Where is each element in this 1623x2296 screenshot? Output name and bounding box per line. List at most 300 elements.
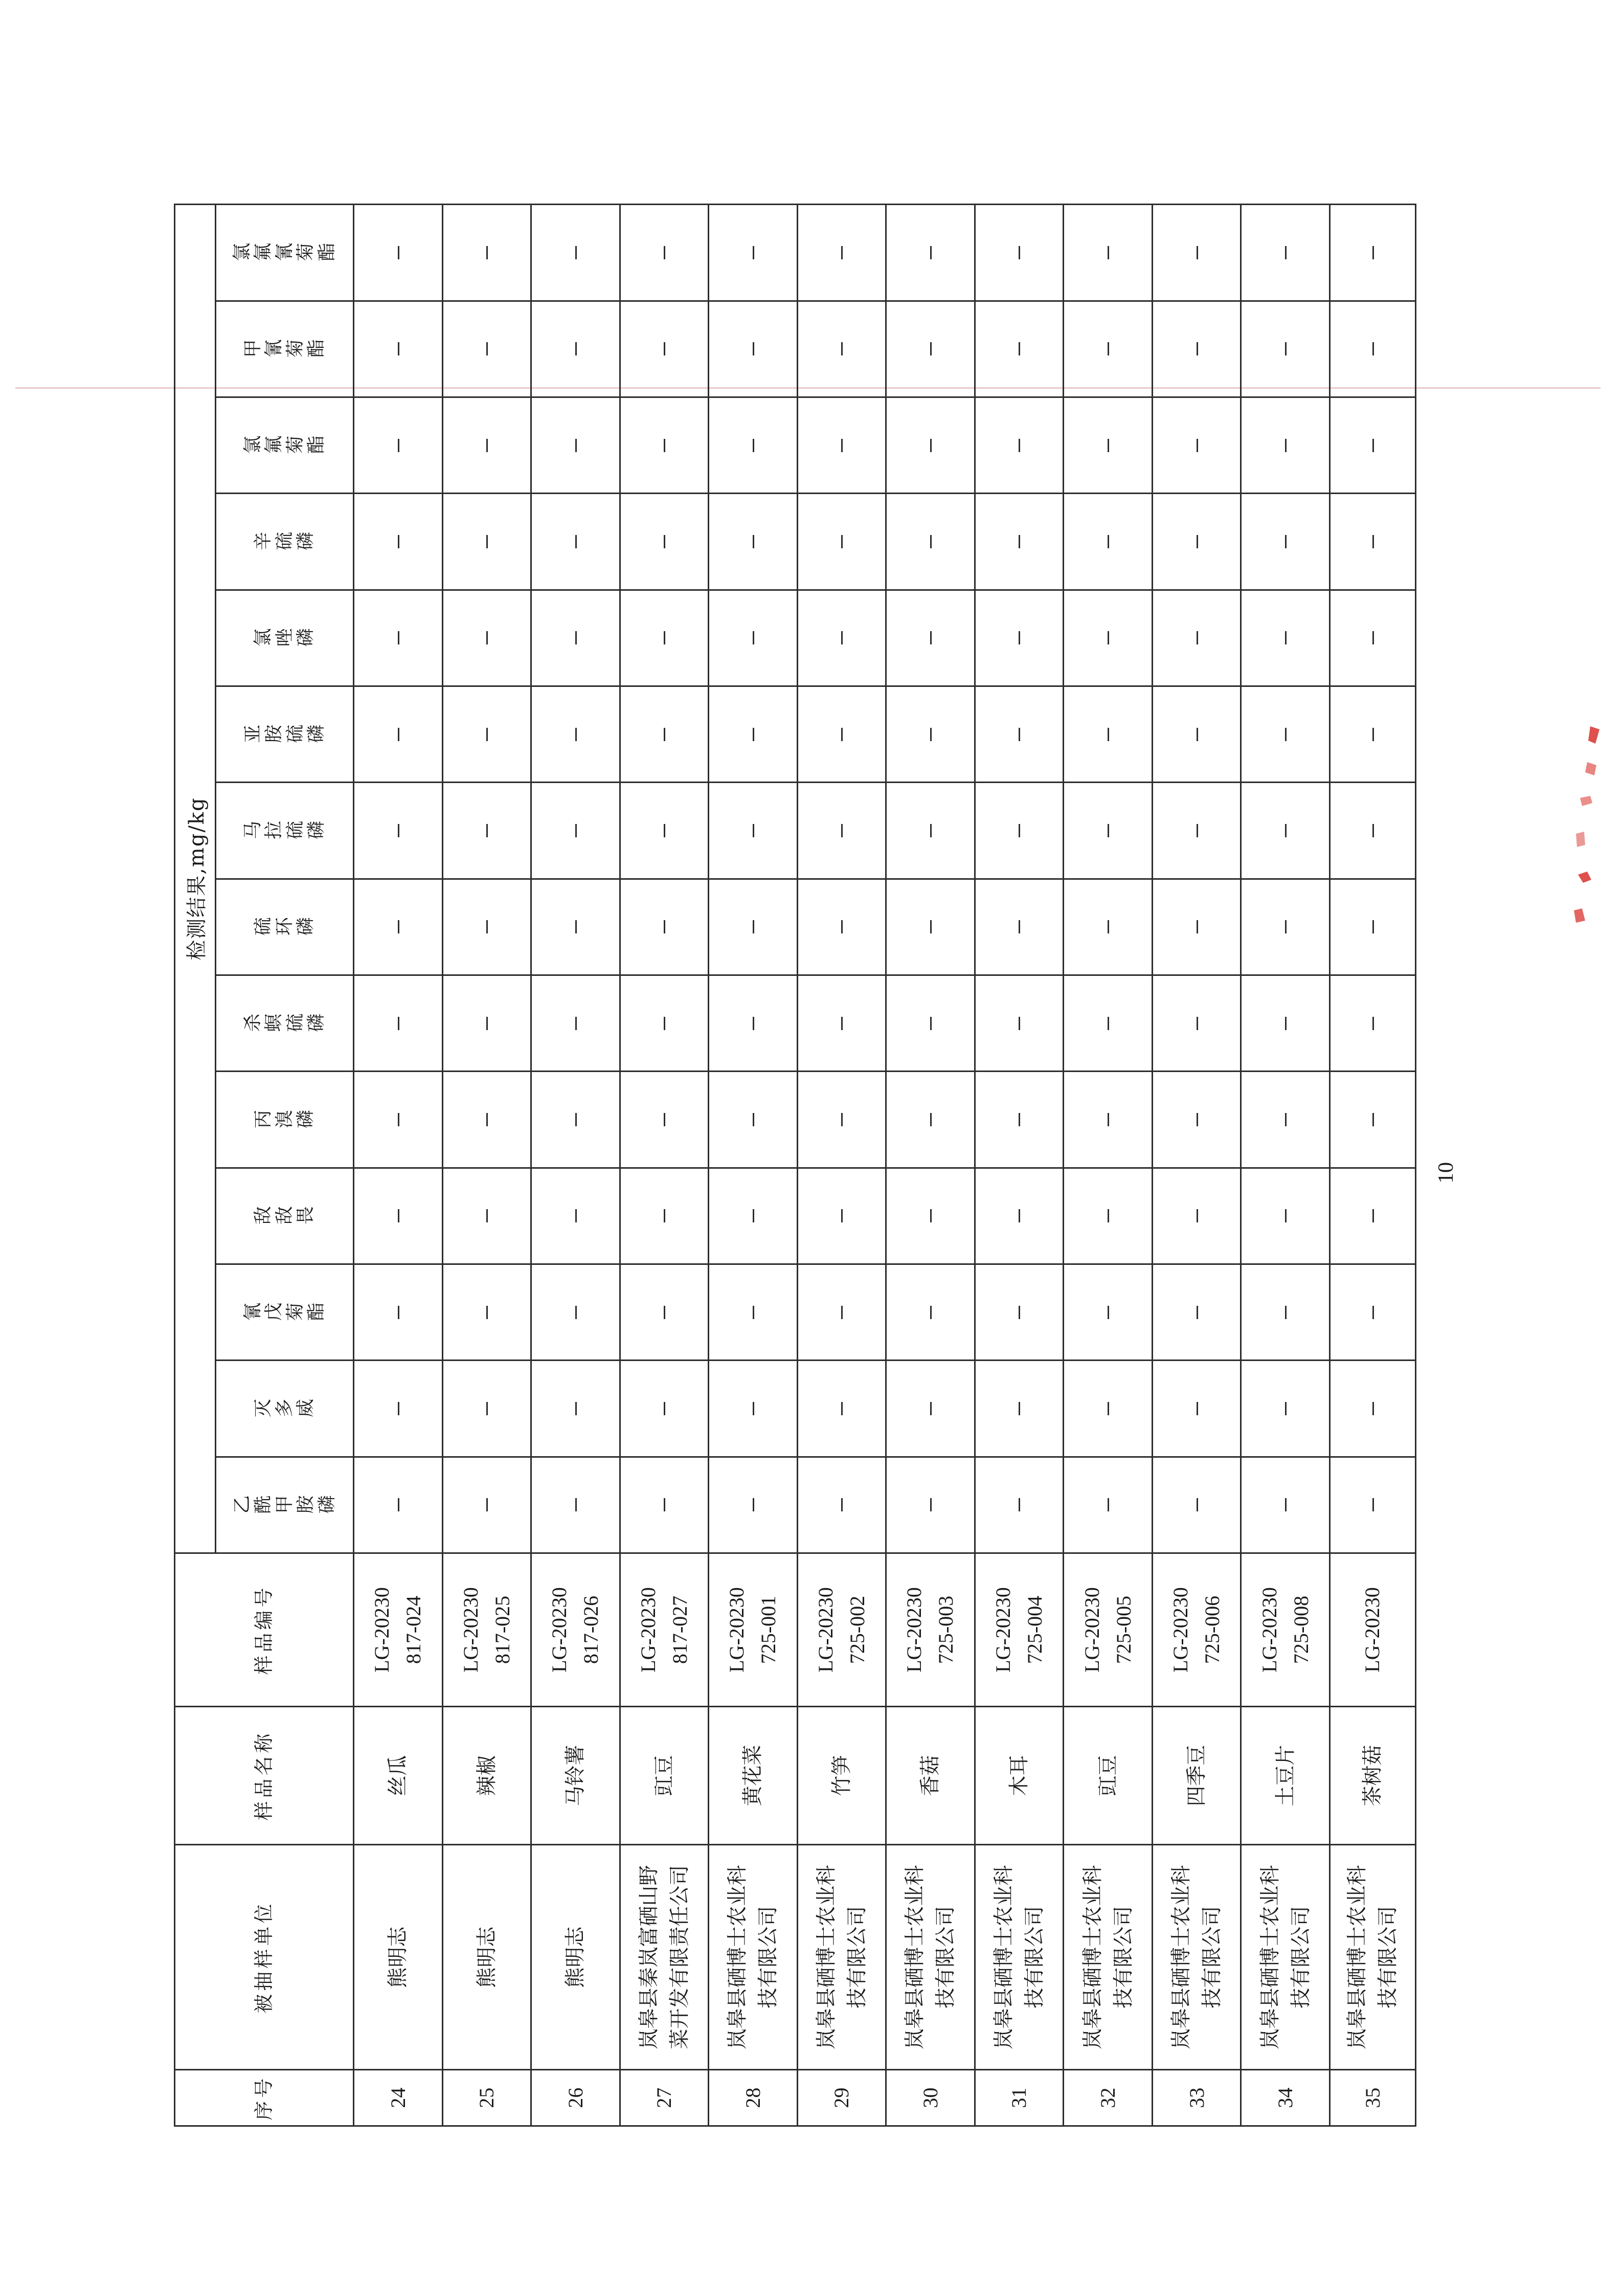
not-detected-dash	[1019, 1402, 1020, 1415]
header-sample-name: 样品名称	[175, 1707, 354, 1845]
header-results-group: 检测结果,mg/kg	[175, 205, 216, 1553]
analyte-label: 氯氟菊酯	[242, 435, 327, 454]
header-analyte	[216, 590, 354, 686]
not-detected-dash	[1197, 439, 1198, 452]
not-detected-dash	[1019, 1306, 1020, 1319]
cell-result	[531, 1457, 620, 1553]
not-detected-dash	[1285, 1017, 1287, 1030]
not-detected-dash	[1372, 1402, 1374, 1415]
cell-result	[620, 1457, 709, 1553]
cell-result	[442, 1072, 531, 1168]
table-row	[1241, 205, 1330, 2126]
not-detected-dash	[664, 1306, 665, 1319]
not-detected-dash	[930, 1402, 932, 1415]
not-detected-dash	[1197, 1209, 1198, 1222]
unit-text: 岚皋县硒博士农业科技有限公司	[1345, 1865, 1400, 2049]
not-detected-dash	[664, 1498, 665, 1511]
not-detected-dash	[1108, 1498, 1109, 1511]
analyte-label: 硫环磷	[253, 917, 317, 936]
not-detected-dash	[1372, 439, 1374, 452]
cell-result	[442, 1457, 531, 1553]
cell-result	[975, 205, 1064, 301]
cell-result	[354, 397, 443, 493]
not-detected-dash	[1197, 824, 1198, 837]
cell-result	[620, 1264, 709, 1360]
not-detected-dash	[753, 535, 754, 548]
not-detected-dash	[930, 1306, 932, 1319]
not-detected-dash	[398, 1209, 399, 1222]
cell-result	[975, 1264, 1064, 1360]
cell-result	[1152, 590, 1241, 686]
not-detected-dash	[1197, 631, 1198, 644]
cell-sample-name: 丝瓜	[354, 1707, 443, 1845]
not-detected-dash	[1019, 1017, 1020, 1030]
header-seq: 序号	[175, 2070, 354, 2126]
sample-code-line-1: LG-20230	[814, 1587, 837, 1673]
not-detected-dash	[1372, 1113, 1374, 1126]
not-detected-dash	[575, 1113, 577, 1126]
cell-result	[1329, 783, 1415, 879]
not-detected-dash	[1372, 1306, 1374, 1319]
results-table	[174, 204, 1416, 2127]
not-detected-dash	[486, 246, 488, 259]
cell-sample-code	[354, 1553, 443, 1707]
not-detected-dash	[1019, 728, 1020, 741]
cell-seq: 28	[709, 2070, 798, 2126]
cell-result	[1064, 590, 1153, 686]
not-detected-dash	[664, 920, 665, 933]
cell-sample-code	[709, 1553, 798, 1707]
not-detected-dash	[1285, 1402, 1287, 1415]
not-detected-dash	[753, 920, 754, 933]
cell-result	[1241, 1072, 1330, 1168]
cell-unit	[797, 1845, 886, 2070]
not-detected-dash	[1285, 1209, 1287, 1222]
cell-sample-code	[886, 1553, 975, 1707]
sample-code-line-1: LG-20230	[370, 1587, 394, 1673]
not-detected-dash	[930, 246, 932, 259]
cell-result	[1329, 590, 1415, 686]
not-detected-dash	[575, 535, 577, 548]
cell-result	[354, 879, 443, 975]
cell-result	[709, 686, 798, 782]
header-analyte	[216, 1361, 354, 1457]
cell-result	[442, 590, 531, 686]
cell-result	[709, 783, 798, 879]
not-detected-dash	[1285, 246, 1287, 259]
cell-result	[797, 879, 886, 975]
cell-result	[709, 1168, 798, 1264]
not-detected-dash	[930, 920, 932, 933]
unit-text: 岚皋县硒博士农业科技有限公司	[1169, 1865, 1224, 2049]
not-detected-dash	[753, 1209, 754, 1222]
not-detected-dash	[398, 246, 399, 259]
not-detected-dash	[1019, 535, 1020, 548]
cell-sample-name: 竹笋	[797, 1707, 886, 1845]
not-detected-dash	[1197, 535, 1198, 548]
cell-sample-code	[531, 1553, 620, 1707]
cell-result	[1329, 1168, 1415, 1264]
cell-result	[886, 1264, 975, 1360]
cell-result	[442, 686, 531, 782]
header-analyte	[216, 1072, 354, 1168]
not-detected-dash	[841, 439, 843, 452]
not-detected-dash	[930, 1113, 932, 1126]
not-detected-dash	[1285, 342, 1287, 355]
analyte-label: 马拉硫磷	[242, 820, 327, 839]
not-detected-dash	[575, 1209, 577, 1222]
not-detected-dash	[841, 920, 843, 933]
cell-sample-name: 木耳	[975, 1707, 1064, 1845]
cell-result	[442, 1168, 531, 1264]
cell-result	[886, 1072, 975, 1168]
analyte-label: 氯氟氰菊酯	[232, 242, 337, 261]
header-analyte	[216, 301, 354, 397]
not-detected-dash	[664, 728, 665, 741]
cell-result	[1329, 397, 1415, 493]
not-detected-dash	[1019, 1498, 1020, 1511]
cell-unit	[1241, 1845, 1330, 2070]
cell-result	[354, 783, 443, 879]
cell-sample-code	[975, 1553, 1064, 1707]
not-detected-dash	[664, 246, 665, 259]
cell-sample-name: 土豆片	[1241, 1707, 1330, 1845]
header-analyte	[216, 494, 354, 590]
cell-seq: 35	[1329, 2070, 1415, 2126]
cell-sample-name: 豇豆	[1064, 1707, 1153, 1845]
cell-result	[1241, 1264, 1330, 1360]
cell-unit	[620, 1845, 709, 2070]
sample-code-line-2: 725-002	[845, 1595, 869, 1664]
header-analyte	[216, 975, 354, 1071]
not-detected-dash	[575, 246, 577, 259]
cell-result	[797, 590, 886, 686]
not-detected-dash	[1108, 728, 1109, 741]
sample-code-line-2: 817-026	[579, 1595, 603, 1664]
table-row	[442, 205, 531, 2126]
not-detected-dash	[575, 728, 577, 741]
cell-result	[797, 1457, 886, 1553]
cell-seq: 31	[975, 2070, 1064, 2126]
not-detected-dash	[753, 1402, 754, 1415]
cell-unit	[1152, 1845, 1241, 2070]
cell-unit	[1064, 1845, 1153, 2070]
not-detected-dash	[841, 1306, 843, 1319]
not-detected-dash	[930, 535, 932, 548]
analyte-label: 杀螟硫磷	[242, 1013, 327, 1032]
cell-result	[1152, 301, 1241, 397]
not-detected-dash	[753, 439, 754, 452]
not-detected-dash	[486, 439, 488, 452]
table-row	[709, 205, 798, 2126]
cell-unit	[354, 1845, 443, 2070]
header-analyte	[216, 783, 354, 879]
cell-result	[709, 590, 798, 686]
not-detected-dash	[575, 1498, 577, 1511]
unit-text: 岚皋县硒博士农业科技有限公司	[814, 1865, 869, 2049]
page-number: 10	[1434, 1162, 1458, 1184]
cell-result	[886, 975, 975, 1071]
sample-code-line-2: 725-006	[1201, 1595, 1224, 1664]
unit-text: 熊明志	[563, 1926, 588, 1988]
analyte-label: 氯唑磷	[253, 628, 317, 647]
not-detected-dash	[1197, 342, 1198, 355]
not-detected-dash	[1108, 1113, 1109, 1126]
cell-result	[709, 301, 798, 397]
analyte-label: 灭多威	[253, 1398, 317, 1417]
not-detected-dash	[1108, 535, 1109, 548]
not-detected-dash	[664, 1209, 665, 1222]
cell-result	[354, 975, 443, 1071]
sample-code-line-1: LG-20230	[991, 1587, 1015, 1673]
not-detected-dash	[1019, 824, 1020, 837]
sample-code-line-1: LG-20230	[1257, 1587, 1281, 1673]
cell-unit	[1329, 1845, 1415, 2070]
cell-sample-name: 马铃薯	[531, 1707, 620, 1845]
not-detected-dash	[841, 728, 843, 741]
cell-result	[1064, 686, 1153, 782]
cell-result	[1152, 1264, 1241, 1360]
cell-sample-code	[797, 1553, 886, 1707]
not-detected-dash	[1197, 1017, 1198, 1030]
not-detected-dash	[841, 1209, 843, 1222]
cell-result	[531, 975, 620, 1071]
cell-result	[1329, 686, 1415, 782]
cell-result	[354, 301, 443, 397]
cell-sample-name: 茶树菇	[1329, 1707, 1415, 1845]
not-detected-dash	[930, 1498, 932, 1511]
sample-code-line-2: 817-024	[402, 1595, 425, 1664]
not-detected-dash	[1285, 728, 1287, 741]
not-detected-dash	[1197, 1402, 1198, 1415]
not-detected-dash	[486, 1209, 488, 1222]
cell-result	[442, 494, 531, 590]
not-detected-dash	[664, 439, 665, 452]
header-row-group	[175, 205, 216, 2126]
cell-result	[1064, 1072, 1153, 1168]
header-analyte	[216, 1457, 354, 1553]
cell-result	[886, 494, 975, 590]
cell-result	[1241, 686, 1330, 782]
cell-result	[975, 590, 1064, 686]
cell-result	[1064, 783, 1153, 879]
table-row	[1064, 205, 1153, 2126]
not-detected-dash	[1108, 824, 1109, 837]
cell-result	[1241, 205, 1330, 301]
not-detected-dash	[1197, 1113, 1198, 1126]
cell-sample-name: 香菇	[886, 1707, 975, 1845]
cell-result	[1152, 879, 1241, 975]
cell-result	[620, 1168, 709, 1264]
cell-result	[1241, 1361, 1330, 1457]
cell-result	[1064, 1264, 1153, 1360]
cell-seq: 26	[531, 2070, 620, 2126]
not-detected-dash	[1108, 1402, 1109, 1415]
not-detected-dash	[753, 824, 754, 837]
cell-result	[797, 1072, 886, 1168]
not-detected-dash	[486, 1306, 488, 1319]
not-detected-dash	[1197, 246, 1198, 259]
not-detected-dash	[753, 631, 754, 644]
not-detected-dash	[1108, 1209, 1109, 1222]
cell-result	[354, 494, 443, 590]
cell-result	[797, 1361, 886, 1457]
cell-result	[709, 975, 798, 1071]
cell-result	[1241, 975, 1330, 1071]
not-detected-dash	[1108, 631, 1109, 644]
cell-result	[1329, 1072, 1415, 1168]
cell-sample-name: 辣椒	[442, 1707, 531, 1845]
table-row	[886, 205, 975, 2126]
cell-result	[1152, 975, 1241, 1071]
cell-result	[797, 783, 886, 879]
cell-result	[886, 1361, 975, 1457]
cell-result	[886, 686, 975, 782]
cell-result	[620, 783, 709, 879]
sample-code-line-2: 725-004	[1023, 1595, 1046, 1664]
cell-sample-name: 豇豆	[620, 1707, 709, 1845]
cell-result	[1241, 301, 1330, 397]
analyte-label: 乙酰甲胺磷	[232, 1495, 337, 1514]
not-detected-dash	[1285, 631, 1287, 644]
not-detected-dash	[575, 631, 577, 644]
sample-code-line-2: 725-008	[1289, 1595, 1313, 1664]
cell-result	[886, 1457, 975, 1553]
cell-result	[975, 494, 1064, 590]
not-detected-dash	[398, 824, 399, 837]
header-analyte	[216, 686, 354, 782]
not-detected-dash	[486, 1017, 488, 1030]
not-detected-dash	[841, 535, 843, 548]
not-detected-dash	[398, 342, 399, 355]
table-row	[797, 205, 886, 2126]
cell-result	[975, 397, 1064, 493]
cell-result	[442, 205, 531, 301]
sample-code-line-1: LG-20230	[548, 1587, 571, 1673]
not-detected-dash	[398, 728, 399, 741]
not-detected-dash	[575, 1017, 577, 1030]
not-detected-dash	[753, 342, 754, 355]
unit-text: 岚皋县硒博士农业科技有限公司	[903, 1865, 958, 2049]
not-detected-dash	[753, 1306, 754, 1319]
cell-seq: 29	[797, 2070, 886, 2126]
cell-result	[620, 879, 709, 975]
cell-result	[1064, 1457, 1153, 1553]
not-detected-dash	[1285, 824, 1287, 837]
red-stamp-fragment	[1570, 726, 1606, 941]
not-detected-dash	[486, 631, 488, 644]
cell-result	[620, 494, 709, 590]
not-detected-dash	[930, 728, 932, 741]
sample-code-line-2: 817-027	[668, 1595, 691, 1664]
cell-result	[620, 590, 709, 686]
cell-result	[620, 1072, 709, 1168]
analyte-label: 辛硫磷	[253, 531, 317, 550]
cell-result	[442, 301, 531, 397]
not-detected-dash	[398, 920, 399, 933]
sample-code-line-1: LG-20230	[1080, 1587, 1103, 1673]
not-detected-dash	[841, 246, 843, 259]
cell-result	[886, 879, 975, 975]
cell-result	[797, 686, 886, 782]
cell-result	[442, 1264, 531, 1360]
cell-result	[531, 686, 620, 782]
not-detected-dash	[753, 728, 754, 741]
cell-result	[354, 1072, 443, 1168]
not-detected-dash	[1197, 1306, 1198, 1319]
cell-seq: 33	[1152, 2070, 1241, 2126]
cell-result	[442, 975, 531, 1071]
cell-result	[531, 879, 620, 975]
cell-result	[709, 1264, 798, 1360]
sample-code-line-1: LG-20230	[903, 1587, 926, 1673]
cell-result	[531, 301, 620, 397]
cell-result	[620, 205, 709, 301]
not-detected-dash	[841, 342, 843, 355]
not-detected-dash	[664, 535, 665, 548]
not-detected-dash	[575, 920, 577, 933]
not-detected-dash	[1108, 1017, 1109, 1030]
cell-result	[709, 494, 798, 590]
unit-text: 熊明志	[386, 1926, 410, 1988]
not-detected-dash	[1108, 1306, 1109, 1319]
cell-unit	[886, 1845, 975, 2070]
not-detected-dash	[841, 1017, 843, 1030]
table-row	[1329, 205, 1415, 2126]
cell-result	[531, 783, 620, 879]
cell-sample-code	[1329, 1553, 1415, 1707]
not-detected-dash	[575, 1402, 577, 1415]
not-detected-dash	[841, 1113, 843, 1126]
cell-sample-name: 四季豆	[1152, 1707, 1241, 1845]
sample-code-line-2: 725-003	[934, 1595, 958, 1664]
cell-result	[620, 1361, 709, 1457]
cell-result	[1329, 1457, 1415, 1553]
results-table-container	[174, 204, 1416, 2127]
cell-result	[886, 1168, 975, 1264]
cell-result	[975, 975, 1064, 1071]
cell-result	[354, 205, 443, 301]
not-detected-dash	[1372, 824, 1374, 837]
not-detected-dash	[575, 342, 577, 355]
cell-result	[797, 1168, 886, 1264]
header-analyte	[216, 1264, 354, 1360]
cell-result	[709, 1457, 798, 1553]
unit-text: 岚皋县硒博士农业科技有限公司	[1080, 1865, 1135, 2049]
cell-result	[531, 397, 620, 493]
not-detected-dash	[1372, 535, 1374, 548]
cell-result	[620, 975, 709, 1071]
sample-code-line-1: LG-20230	[459, 1587, 482, 1673]
cell-result	[975, 1168, 1064, 1264]
cell-result	[886, 590, 975, 686]
not-detected-dash	[664, 1402, 665, 1415]
not-detected-dash	[575, 1306, 577, 1319]
cell-result	[1152, 783, 1241, 879]
header-analyte	[216, 879, 354, 975]
cell-result	[1241, 1168, 1330, 1264]
cell-result	[1152, 1361, 1241, 1457]
cell-result	[1064, 879, 1153, 975]
not-detected-dash	[1019, 439, 1020, 452]
cell-result	[531, 1264, 620, 1360]
cell-result	[797, 975, 886, 1071]
not-detected-dash	[1108, 246, 1109, 259]
table-row	[531, 205, 620, 2126]
not-detected-dash	[1197, 920, 1198, 933]
cell-sample-code	[442, 1553, 531, 1707]
cell-result	[1064, 494, 1153, 590]
